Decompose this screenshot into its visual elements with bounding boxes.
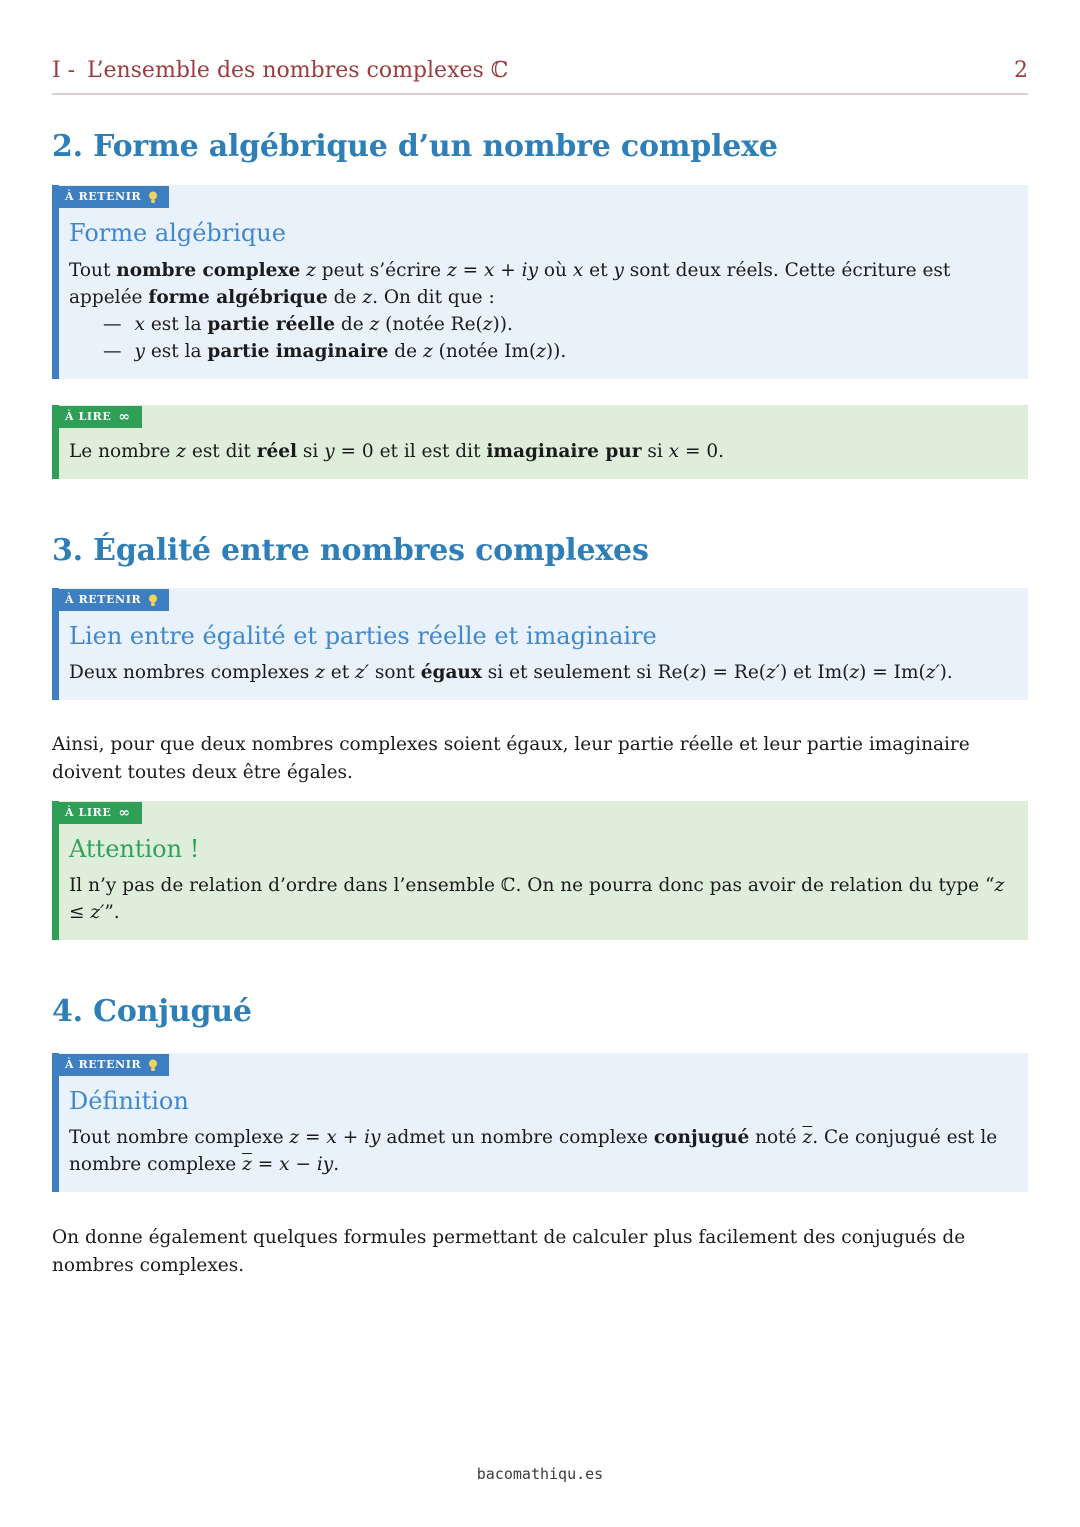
lightbulb-icon	[148, 594, 158, 607]
section-forme-algebrique	[52, 129, 1028, 479]
section-egalite	[52, 533, 1028, 940]
tag-label: À RETENIR	[65, 593, 142, 606]
tag-label: À RETENIR	[65, 190, 142, 203]
paragraph: Ainsi, pour que deux nombres complexes soient égaux, leur partie réelle et leur partie imaginaire doivent toutes deux être égales.	[52, 734, 970, 783]
tag-label: À LIRE	[65, 410, 112, 423]
box-text: Il n’y pas de relation d’ordre dans l’ensemble ℂ. On ne pourra donc pas avoir de relation du type “z ≤ z′”.	[69, 875, 1005, 923]
lire-box	[52, 801, 1028, 940]
retenir-box	[52, 185, 1028, 379]
box-title: Définition	[69, 1087, 189, 1115]
running-title	[52, 58, 508, 84]
retenir-tag	[52, 1054, 169, 1076]
header-title: L’ensemble des nombres complexes ℂ	[87, 58, 509, 83]
paragraph: On donne également quelques formules permettant de calculer plus facilement des conjugués de nombres complexes.	[52, 1227, 966, 1276]
retenir-box	[52, 588, 1028, 700]
site-name: bacomathiqu.es	[476, 1465, 604, 1483]
box-text: Tout nombre complexe z peut s’écrire z = x + iy où x et y sont deux réels. Cette écriture est appelée forme algébrique de z. On dit que :	[69, 260, 951, 308]
section-heading: 3. Égalité entre nombres complexes	[52, 533, 649, 568]
lightbulb-icon	[148, 1059, 158, 1072]
page-footer	[0, 1465, 1080, 1483]
page-number: 2	[1014, 58, 1028, 83]
retenir-tag	[52, 186, 169, 208]
lire-tag	[52, 802, 142, 824]
section-conjugue	[52, 994, 1028, 1280]
lire-tag	[52, 406, 142, 428]
tag-label: À LIRE	[65, 806, 112, 819]
box-title: Attention !	[69, 835, 200, 863]
infinity-icon: ∞	[118, 805, 131, 821]
box-title: Lien entre égalité et parties réelle et imaginaire	[69, 622, 657, 650]
lightbulb-icon	[148, 191, 158, 204]
retenir-box	[52, 1053, 1028, 1192]
tag-label: À RETENIR	[65, 1058, 142, 1071]
page-header	[52, 58, 1028, 95]
section-heading: 2. Forme algébrique d’un nombre complexe	[52, 129, 778, 164]
list-item: — y est la partie imaginaire de z (notée Im(z)).	[103, 341, 567, 362]
retenir-tag	[52, 589, 169, 611]
box-text: Deux nombres complexes z et z′ sont égaux si et seulement si Re(z) = Re(z′) et Im(z) = Im(z′).	[69, 662, 953, 683]
infinity-icon: ∞	[118, 409, 131, 425]
lire-box	[52, 405, 1028, 479]
box-text: Tout nombre complexe z = x + iy admet un nombre complexe conjugué noté $\overline{z}$. Ce conjugué est le nombre complexe $\overline{z} = x$ − iy.	[69, 1127, 998, 1175]
section-numeral: I -	[52, 58, 76, 83]
box-title: Forme algébrique	[69, 219, 286, 247]
section-heading: 4. Conjugué	[52, 994, 252, 1029]
list-item: — x est la partie réelle de z (notée Re(z)).	[103, 314, 513, 335]
box-text: Le nombre z est dit réel si y = 0 et il est dit imaginaire pur si x = 0.	[69, 441, 725, 462]
